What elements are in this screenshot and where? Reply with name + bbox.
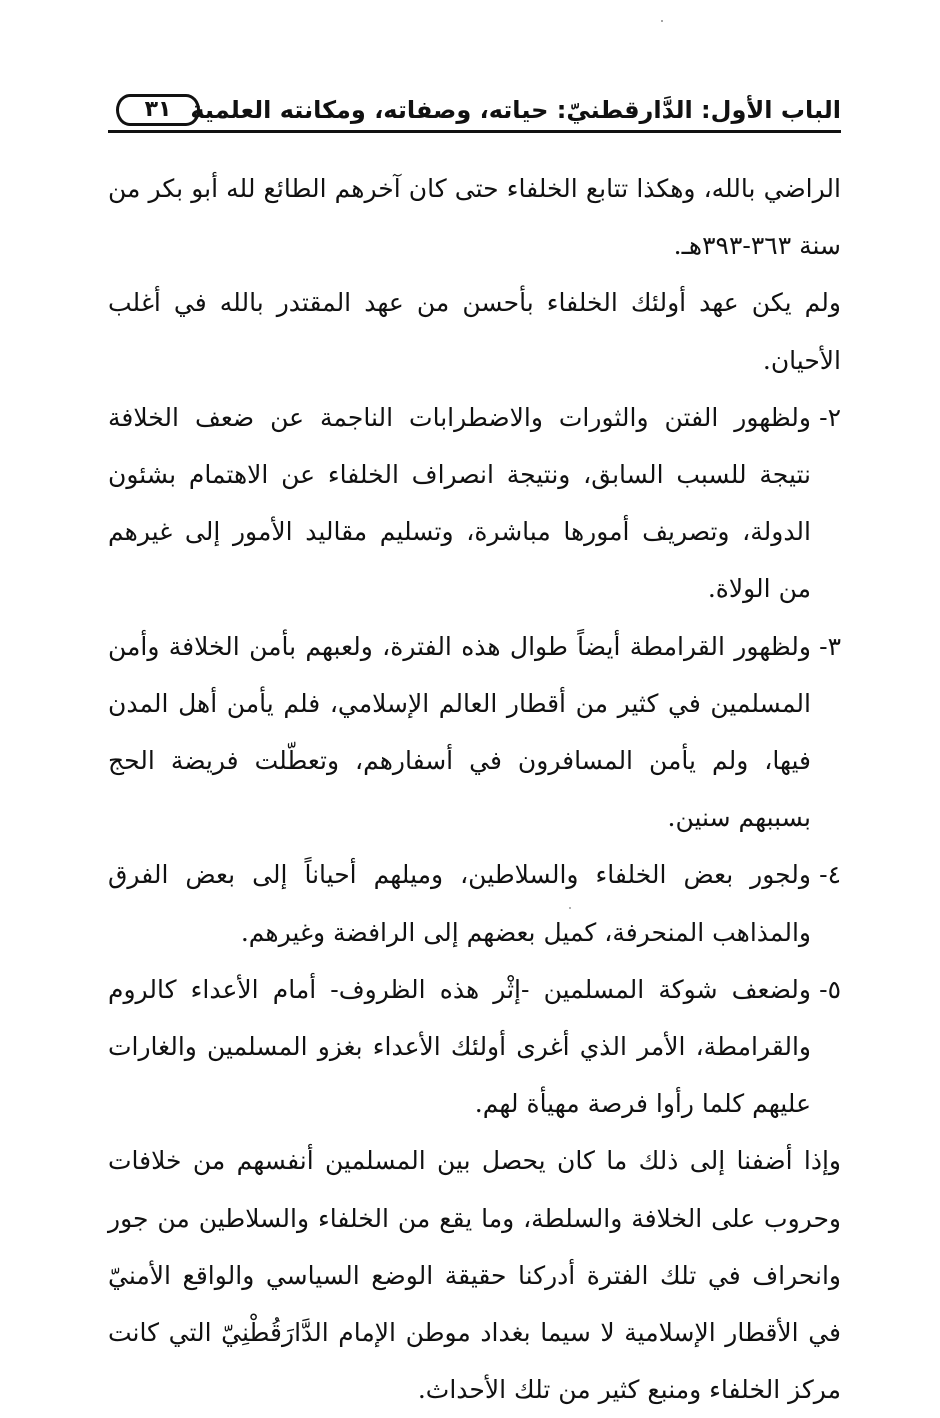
- list-item-number: ٤-: [819, 860, 841, 890]
- list-item: [108, 389, 841, 618]
- list-item: [108, 618, 841, 847]
- list-item-text: ولظهور الفتن والثورات والاضطرابات الناجمة عن ضعف الخلافة نتيجة للسبب السابق، ونتيجة انصراف الخلفاء عن الاهتمام بشئون الدولة، وتصريف أمورها مباشرة، وتسليم مقاليد الأمور إلى غيرهم من الولاة.: [108, 402, 811, 604]
- running-header: [108, 92, 841, 132]
- scan-speck: [661, 20, 663, 22]
- page-number-badge: ٣١: [116, 94, 200, 126]
- scan-speck: [569, 907, 571, 909]
- page-body: [108, 160, 841, 1418]
- list-item-number: ٢-: [819, 402, 841, 432]
- intro-paragraph-2: ولم يكن عهد أولئك الخلفاء بأحسن من عهد المقتدر بالله في أغلب الأحيان.: [108, 288, 841, 375]
- list-item-number: ٣-: [819, 631, 841, 661]
- list-item: [108, 961, 841, 1133]
- list-item: [108, 846, 841, 960]
- list-item-text: ولظهور القرامطة أيضاً طوال هذه الفترة، ولعبهم بأمن الخلافة وأمن المسلمين في كثير من أقطار العالم الإسلامي، فلم يأمن أهل المدن فيها، ولم يأمن المسافرون في أسفارهم، وتعطّلت فريضة الحج بسببهم سنين.: [108, 631, 811, 833]
- closing-paragraph: وإذا أضفنا إلى ذلك ما كان يحصل بين المسلمين أنفسهم من خلافات وحروب على الخلافة والسلطة، وما يقع من الخلفاء والسلاطين من جور وانحراف في تلك الفترة أدركنا حقيقة الوضع السياسي والواقع الأمنيّ في الأقطار الإسلامية لا سيما بغداد موطن الإمام الدَّارَقُطْنِيّ التي كانت مركز الخلفاء ومنبع كثير من تلك الأحداث.: [108, 1146, 841, 1405]
- header-rule: [108, 130, 841, 133]
- list-item-number: ٥-: [819, 974, 841, 1004]
- intro-paragraph: الراضي بالله، وهكذا تتابع الخلفاء حتى كان آخرهم الطائع لله أبو بكر من سنة ٣٦٣-٣٩٣هـ.: [108, 174, 841, 261]
- list-item-text: ولجور بعض الخلفاء والسلاطين، وميلهم أحياناً إلى بعض الفرق والمذاهب المنحرفة، كميل بعضهم إلى الرافضة وغيرهم.: [108, 860, 811, 947]
- list-item-text: ولضعف شوكة المسلمين -إثْر هذه الظروف- أمام الأعداء كالروم والقرامطة، الأمر الذي أغرى أولئك الأعداء بغزو المسلمين والغارات عليهم كلما رأوا فرصة مهيأة لهم.: [108, 974, 811, 1119]
- running-title: الباب الأول: الدَّارقطنيّ: حياته، وصفاته، ومكانته العلمية: [190, 96, 841, 124]
